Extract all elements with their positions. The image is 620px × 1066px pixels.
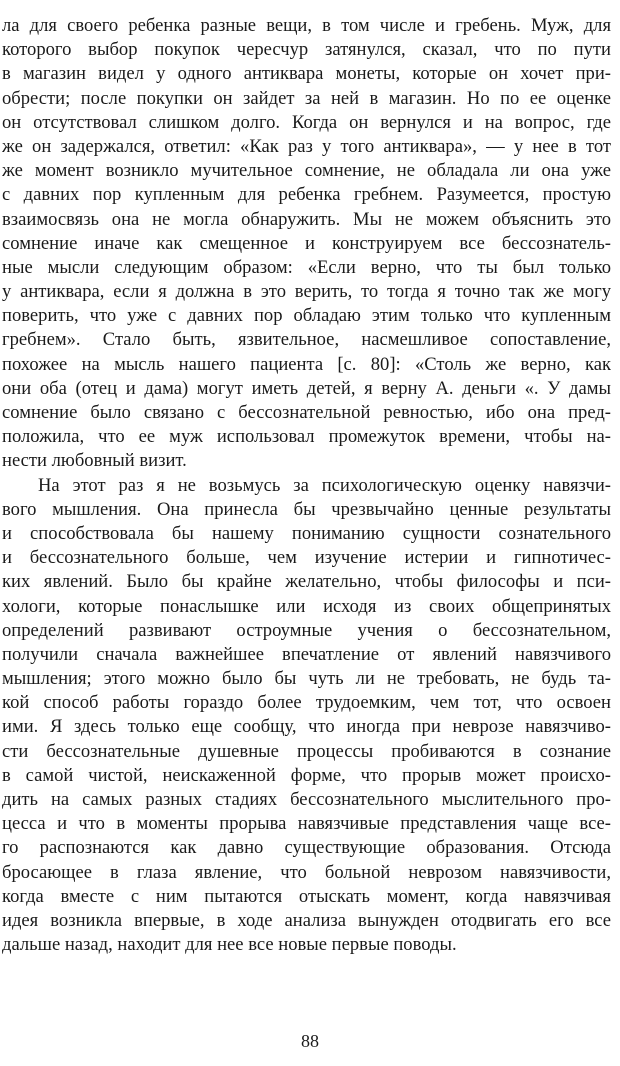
text-line: и способствовала бы нашему пониманию сущности сознательного — [2, 522, 611, 544]
text-line: же момент возникло мучительное сомнение, не обладала ли она уже — [2, 160, 611, 182]
text-line: кой способ работы гораздо более трудоемким, чем тот, что освоен — [2, 692, 611, 714]
text-line: получили сначала важнейшее впечатление от явлений навязчивого — [2, 643, 611, 665]
text-line: в магазин видел у одного антиквара монеты, которые он хочет при- — [2, 63, 611, 85]
text-line: гребнем». Стало быть, язвительное, насмешливое сопоставление, — [2, 329, 611, 351]
text-line: похожее на мысль нашего пациента [с. 80]: «Столь же верно, как — [2, 353, 611, 375]
text-line: в самой чистой, неискаженной форме, что прорыв может происхо- — [2, 764, 611, 786]
text-line: цесса и что в моменты прорыва навязчивые представления чаще все- — [2, 813, 611, 835]
text-line: определений развивают остроумные учения о бессознательном, — [2, 619, 611, 641]
text-line: обрести; после покупки он зайдет за ней в магазин. Но по ее оценке — [2, 87, 611, 109]
text-line: дить на самых разных стадиях бессознательного мыслительного про- — [2, 789, 611, 810]
text-line: положила, что ее муж использовал промежуток времени, чтобы на- — [2, 426, 611, 448]
page-number: 88 — [301, 1031, 319, 1051]
text-line: ких явлений. Было бы крайне желательно, чтобы философы и пси- — [2, 571, 611, 593]
body-text — [2, 14, 611, 957]
text-line: хологи, которые понаслышке или исходя из своих общепринятых — [2, 595, 611, 617]
text-line: сомнение иначе как смещенное и конструируем все бессознатель- — [2, 232, 611, 254]
text-line: которого выбор покупок чересчур затянулся, сказал, что по пути — [2, 39, 611, 61]
text-line: ные мысли следующим образом: «Если верно, что ты был только — [2, 256, 611, 278]
text-line: поверить, что уже с давних пор обладаю этим только что купленным — [2, 305, 611, 327]
text-line: он отсутствовал слишком долго. Когда он вернулся и на вопрос, где — [2, 111, 611, 133]
text-line: сомнение было связано с бессознательной ревностью, ибо она пред- — [2, 402, 611, 423]
text-line: с давних пор купленным для ребенка гребнем. Разумеется, простую — [2, 184, 611, 206]
paragraph-end-line: нести любовный визит. — [2, 450, 187, 472]
text-line: же он задержался, ответил: «Как раз у того антиквара», — у нее в тот — [2, 135, 611, 157]
text-line: взаимосвязь она не могла обнаружить. Мы не можем объяснить это — [2, 208, 611, 230]
text-line: вого мышления. Она принесла бы чрезвычайно ценные результаты — [2, 498, 611, 520]
text-line: у антиквара, если я должна в это верить, то тогда я точно так же могу — [2, 281, 611, 303]
paragraph-end-line: дальше назад, находит для нее все новые первые поводы. — [2, 934, 457, 956]
text-line: идея возникла впервые, в ходе анализа вынужден отодвигать его все — [2, 909, 611, 931]
text-line: го распознаются как давно существующие образования. Отсюда — [2, 837, 611, 859]
paragraph-start-line: На этот раз я не возьмусь за психологическую оценку навязчи- — [38, 474, 611, 496]
text-line: когда вместе с ним пытаются отыскать момент, когда навязчивая — [2, 885, 611, 907]
text-line: ла для своего ребенка разные вещи, в том числе и гребень. Муж, для — [2, 15, 611, 36]
text-line: ими. Я здесь только еще сообщу, что иногда при неврозе навязчиво- — [2, 716, 611, 738]
text-line: бросающее в глаза явление, что больной неврозом навязчивости, — [2, 861, 611, 883]
text-line: мышления; этого можно было бы чуть ли не требовать, не будь та- — [2, 668, 611, 690]
text-line: они оба (отец и дама) могут иметь детей, я верну А. деньги «. У дамы — [2, 377, 611, 399]
text-line: сти бессознательные душевные процессы пробиваются в сознание — [2, 740, 611, 762]
text-line: и бессознательного больше, чем изучение истерии и гипнотичес- — [2, 547, 611, 569]
